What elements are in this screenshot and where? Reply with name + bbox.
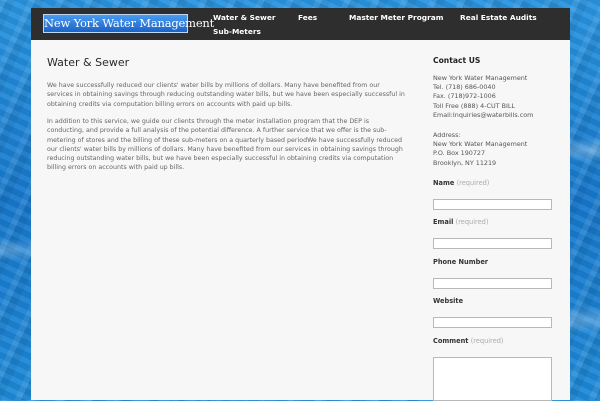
email-required-note: (required) — [455, 218, 489, 226]
website-label-text: Website — [433, 297, 464, 305]
main-content — [47, 56, 407, 172]
name-label-text: Name — [433, 179, 455, 187]
name-label — [433, 179, 489, 187]
content-area — [31, 40, 570, 400]
name-input[interactable] — [433, 199, 552, 210]
comment-label-text: Comment — [433, 337, 469, 345]
site-header — [31, 8, 570, 40]
phone-label-text: Phone Number — [433, 258, 489, 266]
contact-company: New York Water Management — [433, 74, 528, 82]
name-required-note: (required) — [456, 179, 490, 187]
phone-input[interactable] — [433, 278, 552, 289]
contact-toll-free: Toll Free (888) 4-CUT BILL — [433, 101, 515, 110]
website-input[interactable] — [433, 317, 552, 328]
site-logo[interactable]: New York Water Management — [43, 14, 188, 33]
address-company: New York Water Management — [433, 140, 528, 149]
email-input[interactable] — [433, 238, 552, 249]
contact-title: Contact US — [433, 56, 481, 65]
contact-phone: Tel. (718) 686-0040 — [433, 83, 496, 92]
page-title: Water & Sewer — [47, 56, 130, 69]
nav-item-water-sewer[interactable]: Water & Sewer — [213, 13, 276, 22]
phone-label — [433, 258, 488, 266]
website-label — [433, 297, 463, 305]
address-city: Brooklyn, NY 11219 — [433, 158, 497, 167]
address-heading: Address: — [433, 131, 461, 139]
comment-label — [433, 337, 504, 345]
nav-item-sub-meters[interactable]: Sub-Meters — [213, 27, 261, 36]
nav-item-fees[interactable]: Fees — [298, 13, 318, 22]
contact-sidebar — [433, 56, 558, 345]
comment-required-note: (required) — [470, 337, 504, 345]
intro-paragraph: We have successfully reduced our clients' water bills by millions of dollars. Many have benefited from our services in obtaining savings through reducing outstanding water bills, but we have been especially successful in obtaining credits via computation billing errors on accounts with paid up bills. — [47, 82, 405, 108]
detail-paragraph: In addition to this service, we guide our clients through the meter installation program that the DEP is conducting, and provide a full analysis of the potential difference. A further service that we offer is the sub-metering of stores and the billing of these sub-meters on a quarterly based periodWe have successfully reduced our clients' water bills by millions of dollars. Many have benefited from our services in obtaining savings through reducing outstanding water bills, but we have been especially successful in obtaining credits via computation billing errors on accounts with paid up bills. — [47, 118, 403, 172]
nav-item-master-meter-program[interactable]: Master Meter Program — [349, 13, 444, 22]
email-label-text: Email — [433, 218, 454, 226]
contact-info — [433, 74, 533, 120]
email-label — [433, 218, 488, 226]
contact-email[interactable]: Email:Inquiries@waterbills.com — [433, 110, 534, 119]
contact-address — [433, 131, 527, 168]
contact-fax: Fax. (718)972-1006 — [433, 92, 496, 101]
comment-textarea[interactable] — [433, 357, 552, 401]
nav-item-real-estate-audits[interactable]: Real Estate Audits — [460, 13, 537, 22]
address-po-box: P.O. Box 190727 — [433, 149, 486, 158]
